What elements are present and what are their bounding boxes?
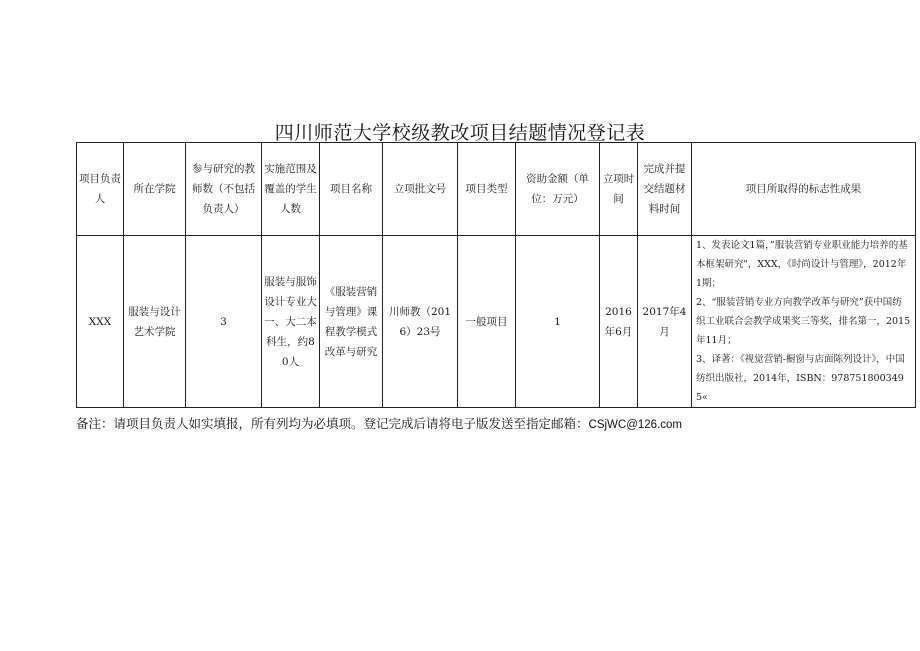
header-project-type: 项目类型 [458, 143, 516, 236]
cell-achievements [692, 236, 916, 408]
table-header-row [77, 143, 916, 236]
cell-funding: 1 [516, 236, 600, 408]
cell-college: 服装与设计艺术学院 [124, 236, 186, 408]
achievement-item: 3、译著：《视觉营销-橱窗与店面陈列设计》，中国纺织出版社，2014年，ISBN：9787518003495« [696, 354, 905, 403]
cell-project-type: 一般项目 [458, 236, 516, 408]
cell-approval-no: 川师教（2016）23号 [383, 236, 458, 408]
header-start-time: 立项时间 [600, 143, 638, 236]
achievement-item: 2、“服装营销专业方向教学改革与研究”获中国纺织工业联合会教学成果奖三等奖，排名第一，2015年11月； [696, 297, 911, 346]
header-approval-no: 立项批文号 [383, 143, 458, 236]
table-row [77, 236, 916, 408]
cell-scope: 服装与服饰设计专业大一、大二本科生，约80人 [262, 236, 320, 408]
header-project-name: 项目名称 [320, 143, 383, 236]
cell-start-time: 2016年6月 [600, 236, 638, 408]
header-leader: 项目负责人 [77, 143, 124, 236]
header-finish-time: 完成并提交结题材料时间 [638, 143, 692, 236]
header-funding: 资助金额（单位：万元） [516, 143, 600, 236]
cell-leader: XXX [77, 236, 124, 408]
header-teachers: 参与研究的教师数（不包括负责人） [186, 143, 262, 236]
header-scope: 实施范围及覆盖的学生人数 [262, 143, 320, 236]
footnote-email: CSjWC@126.com [588, 419, 682, 431]
achievement-item: 1、发表论文1篇，”服装营销专业职业能力培养的基本框架研究"，XXX，《时尚设计与管理》，2012年1期； [696, 240, 908, 289]
header-achievements: 项目所取得的标志性成果 [692, 143, 916, 236]
header-college: 所在学院 [124, 143, 186, 236]
cell-teachers: 3 [186, 236, 262, 408]
footnote-text: 备注：请项目负责人如实填报，所有列均为必填项。登记完成后请将电子版发送至指定邮箱： [76, 416, 589, 431]
page-title: 四川师范大学校级教改项目结题情况登记表 [274, 122, 646, 144]
cell-finish-time: 2017年4月 [638, 236, 692, 408]
cell-project-name: 《服装营销与管理》课程教学模式改革与研究 [320, 236, 383, 408]
registration-table [76, 142, 916, 408]
footnote [76, 414, 916, 432]
